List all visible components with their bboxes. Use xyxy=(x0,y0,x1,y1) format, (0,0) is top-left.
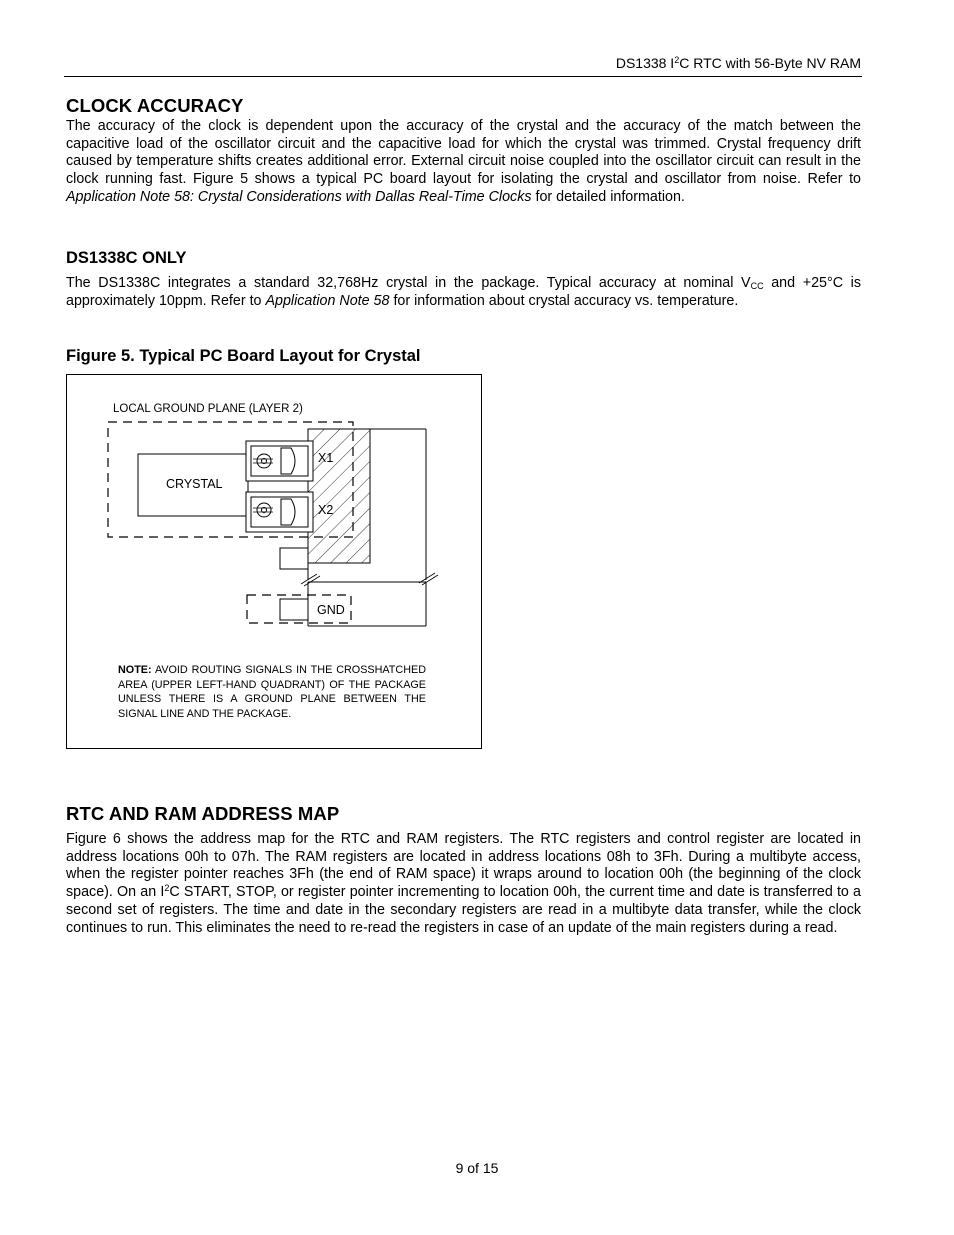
crosshatched-area xyxy=(308,429,370,563)
label-x1: X1 xyxy=(318,451,334,465)
ds1338c-paragraph: The DS1338C integrates a standard 32,768Hz crystal in the package. Typical accuracy at nominal $V_{CC}$ and +25°C is approximately 10ppm. Refer to Application Note 58 for information about crystal accuracy vs. temperature. xyxy=(66,275,861,309)
address-map-paragraph: Figure 6 shows the address map for the RTC and RAM registers. The RTC registers and control register are located in address locations 00h to 07h. The RAM registers are located in address locations 08h to 3Fh. During a multibyte access, when the register pointer reaches 3Fh (the end of RAM space) it wraps around to location 00h (the beginning of the clock space). On an $I^2C$ START, STOP, or register pointer incrementing to location 00h, the current time and date is transferred to a second set of registers. The time and date in the secondary registers are read in a multibyte data transfer, while the clock continues to run. This eliminates the need to re-read the registers in case of an update of the main registers during a read. xyxy=(66,831,862,936)
header-rule xyxy=(64,76,862,77)
clock-accuracy-paragraph: The accuracy of the clock is dependent upon the accuracy of the crystal and the accuracy of the match between the capacitive load of the oscillator circuit and the capacitive load for which the crystal was trimmed. Crystal frequency drift caused by temperature shifts creates additional error. External circuit noise coupled into the oscillator circuit can result in the clock running fast. Figure 5 shows a typical PC board layout for isolating the crystal and oscillator from noise. Refer to Application Note 58: Crystal Considerations with Dallas Real-Time Clocks for detailed information. xyxy=(66,118,861,205)
ds1338c-heading: DS1338C ONLY xyxy=(66,249,187,267)
label-x2: X2 xyxy=(318,503,334,517)
address-map-heading: RTC AND RAM ADDRESS MAP xyxy=(66,803,340,824)
figure-note: NOTE: AVOID ROUTING SIGNALS IN THE CROSSHATCHED AREA (UPPER LEFT-HAND QUADRANT) OF THE PACKAGE UNLESS THERE IS A GROUND PLANE BETWEEN THE SIGNAL LINE AND THE PACKAGE. xyxy=(118,664,426,720)
pin-pad xyxy=(280,548,308,569)
document-header-title: DS1338 $I^2C$ RTC with 56-Byte NV RAM xyxy=(615,55,861,71)
figure-5-board-layout xyxy=(66,374,482,749)
gnd-pad xyxy=(280,599,308,620)
clock-accuracy-heading: CLOCK ACCURACY xyxy=(66,95,244,116)
figure-5-caption: Figure 5. Typical PC Board Layout for Crystal xyxy=(66,347,421,365)
label-local-ground-plane: LOCAL GROUND PLANE (LAYER 2) xyxy=(113,403,303,415)
label-gnd: GND xyxy=(317,603,345,617)
label-crystal: CRYSTAL xyxy=(166,477,223,491)
page-number: 9 of 15 xyxy=(455,1160,499,1176)
x1-pad xyxy=(246,441,313,481)
